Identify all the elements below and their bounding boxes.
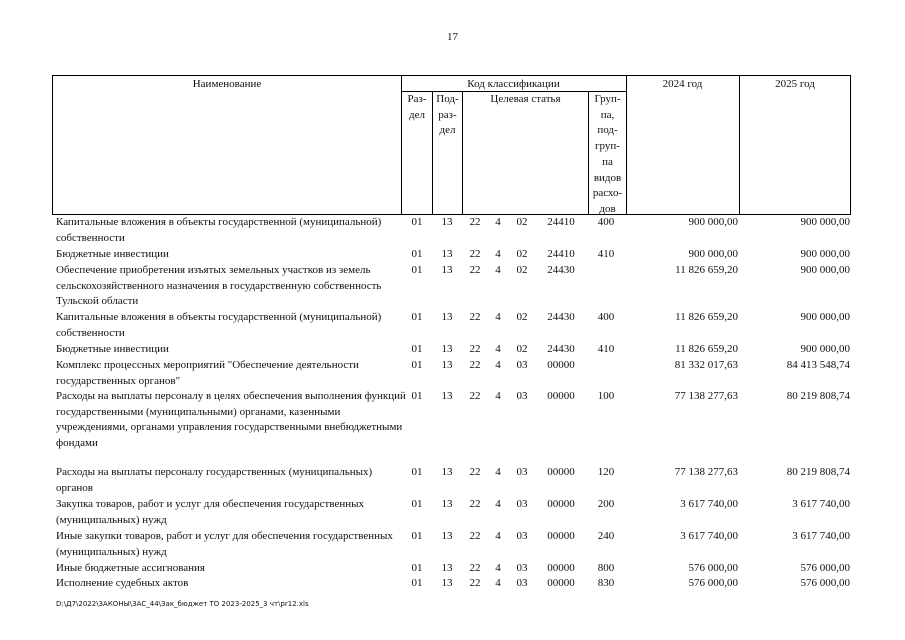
podrazdel-cell: 13 <box>441 498 453 510</box>
target-complex-cell: 03 <box>516 530 528 542</box>
razdel-cell: 01 <box>411 359 423 371</box>
expense-type-cell: 240 <box>597 530 615 542</box>
target-program-cell: 22 <box>469 498 481 510</box>
target-complex-cell: 02 <box>516 343 528 355</box>
expense-type-cell: 410 <box>597 343 615 355</box>
value-2025-cell: 80 219 808,74 <box>786 390 850 402</box>
target-direction-cell: 00000 <box>547 390 575 402</box>
target-direction-cell: 00000 <box>547 530 575 542</box>
row-name-cell: Бюджетные инвестиции <box>56 248 169 260</box>
podrazdel-cell: 13 <box>441 359 453 371</box>
target-complex-cell: 02 <box>516 248 528 260</box>
razdel-cell: 01 <box>411 311 423 323</box>
row-name-cell: Расходы на выплаты персоналу в целях обеспечения выполнения функций государственными (муниципальными) органами, казенными учреждениями, органами управления государственными внебюджетными фондами <box>56 390 406 449</box>
expense-type-cell: 410 <box>597 248 615 260</box>
value-2024-cell: 81 332 017,63 <box>674 359 738 371</box>
header-code: Код классификации <box>467 78 560 90</box>
target-direction-cell: 00000 <box>547 359 575 371</box>
expense-type-cell: 800 <box>597 562 615 574</box>
value-2025-cell: 3 617 740,00 <box>792 498 850 510</box>
value-2024-cell: 11 826 659,20 <box>675 264 738 276</box>
razdel-cell: 01 <box>411 216 423 228</box>
header-podrazdel: Под- раз- дел <box>436 93 459 137</box>
podrazdel-cell: 13 <box>441 216 453 228</box>
target-program-cell: 22 <box>469 343 481 355</box>
target-direction-cell: 00000 <box>547 577 575 589</box>
podrazdel-cell: 13 <box>441 530 453 542</box>
expense-type-cell: 400 <box>597 216 615 228</box>
razdel-cell: 01 <box>411 264 423 276</box>
target-complex-cell: 02 <box>516 311 528 323</box>
value-2025-cell: 900 000,00 <box>800 311 850 323</box>
value-2024-cell: 900 000,00 <box>688 216 738 228</box>
target-complex-cell: 03 <box>516 577 528 589</box>
footer-path: D:\Д7\2022\ЗАКОНЫ\ЗАС_44\Зак_бюджет ТО 2023-2025_3 чт\pr12.xls <box>56 600 309 608</box>
target-direction-cell: 24430 <box>547 343 575 355</box>
target-program-cell: 22 <box>469 530 481 542</box>
target-type-cell: 4 <box>495 530 501 542</box>
row-name-cell: Бюджетные инвестиции <box>56 343 169 355</box>
expense-type-cell: 400 <box>597 311 615 323</box>
target-complex-cell: 02 <box>516 216 528 228</box>
value-2024-cell: 900 000,00 <box>688 248 738 260</box>
header-2025: 2025 год <box>775 78 815 90</box>
target-type-cell: 4 <box>495 216 501 228</box>
target-type-cell: 4 <box>495 577 501 589</box>
value-2024-cell: 11 826 659,20 <box>675 311 738 323</box>
value-2025-cell: 576 000,00 <box>800 562 850 574</box>
table-header <box>52 75 851 215</box>
podrazdel-cell: 13 <box>441 343 453 355</box>
target-direction-cell: 24430 <box>547 311 575 323</box>
value-2024-cell: 3 617 740,00 <box>680 530 738 542</box>
razdel-cell: 01 <box>411 530 423 542</box>
target-type-cell: 4 <box>495 311 501 323</box>
target-program-cell: 22 <box>469 359 481 371</box>
target-complex-cell: 03 <box>516 466 528 478</box>
column-divider <box>462 91 463 215</box>
page-number: 17 <box>447 31 458 43</box>
value-2024-cell: 576 000,00 <box>688 562 738 574</box>
row-name-cell: Капитальные вложения в объекты государственной (муниципальной) собственности <box>56 311 382 339</box>
target-direction-cell: 24430 <box>547 264 575 276</box>
razdel-cell: 01 <box>411 248 423 260</box>
target-complex-cell: 02 <box>516 264 528 276</box>
target-complex-cell: 03 <box>516 498 528 510</box>
target-type-cell: 4 <box>495 466 501 478</box>
target-program-cell: 22 <box>469 216 481 228</box>
value-2024-cell: 576 000,00 <box>688 577 738 589</box>
row-name-cell: Иные бюджетные ассигнования <box>56 562 205 574</box>
target-program-cell: 22 <box>469 466 481 478</box>
target-program-cell: 22 <box>469 577 481 589</box>
header-target: Целевая статья <box>490 93 561 105</box>
value-2024-cell: 77 138 277,63 <box>674 390 738 402</box>
target-type-cell: 4 <box>495 498 501 510</box>
header-name: Наименование <box>192 78 262 90</box>
podrazdel-cell: 13 <box>441 466 453 478</box>
row-name-cell: Обеспечение приобретения изъятых земельных участков из земель сельскохозяйственного назначения в государственную собственность Тульской области <box>56 264 382 308</box>
razdel-cell: 01 <box>411 498 423 510</box>
podrazdel-cell: 13 <box>441 248 453 260</box>
value-2025-cell: 80 219 808,74 <box>786 466 850 478</box>
expense-type-cell: 100 <box>597 390 615 402</box>
podrazdel-cell: 13 <box>441 577 453 589</box>
target-program-cell: 22 <box>469 311 481 323</box>
target-type-cell: 4 <box>495 359 501 371</box>
row-name-cell: Капитальные вложения в объекты государственной (муниципальной) собственности <box>56 216 382 244</box>
target-program-cell: 22 <box>469 264 481 276</box>
row-name-cell: Закупка товаров, работ и услуг для обеспечения государственных (муниципальных) нужд <box>56 498 365 526</box>
target-type-cell: 4 <box>495 343 501 355</box>
header-razdel: Раз- дел <box>407 93 427 121</box>
target-program-cell: 22 <box>469 562 481 574</box>
target-program-cell: 22 <box>469 248 481 260</box>
row-name-cell: Иные закупки товаров, работ и услуг для обеспечения государственных (муниципальных) нужд <box>56 530 393 558</box>
value-2025-cell: 84 413 548,74 <box>786 359 850 371</box>
header-group: Груп- па, под- груп- па видов расхо- дов <box>592 93 623 215</box>
razdel-cell: 01 <box>411 390 423 402</box>
value-2024-cell: 3 617 740,00 <box>680 498 738 510</box>
target-direction-cell: 24410 <box>547 216 575 228</box>
value-2025-cell: 900 000,00 <box>800 264 850 276</box>
row-name-cell: Исполнение судебных актов <box>56 577 189 589</box>
value-2025-cell: 900 000,00 <box>800 216 850 228</box>
target-direction-cell: 00000 <box>547 498 575 510</box>
expense-type-cell: 200 <box>597 498 615 510</box>
podrazdel-cell: 13 <box>441 264 453 276</box>
target-type-cell: 4 <box>495 248 501 260</box>
target-type-cell: 4 <box>495 264 501 276</box>
target-direction-cell: 24410 <box>547 248 575 260</box>
column-divider <box>626 76 627 215</box>
target-direction-cell: 00000 <box>547 562 575 574</box>
value-2024-cell: 77 138 277,63 <box>674 466 738 478</box>
target-complex-cell: 03 <box>516 359 528 371</box>
podrazdel-cell: 13 <box>441 562 453 574</box>
target-complex-cell: 03 <box>516 562 528 574</box>
target-type-cell: 4 <box>495 390 501 402</box>
target-direction-cell: 00000 <box>547 466 575 478</box>
value-2025-cell: 900 000,00 <box>800 248 850 260</box>
expense-type-cell: 830 <box>597 577 615 589</box>
value-2025-cell: 576 000,00 <box>800 577 850 589</box>
value-2024-cell: 11 826 659,20 <box>675 343 738 355</box>
target-type-cell: 4 <box>495 562 501 574</box>
razdel-cell: 01 <box>411 577 423 589</box>
target-program-cell: 22 <box>469 390 481 402</box>
expense-type-cell: 120 <box>597 466 615 478</box>
value-2025-cell: 900 000,00 <box>800 343 850 355</box>
header-2024: 2024 год <box>662 78 703 90</box>
razdel-cell: 01 <box>411 562 423 574</box>
razdel-cell: 01 <box>411 343 423 355</box>
podrazdel-cell: 13 <box>441 390 453 402</box>
value-2025-cell: 3 617 740,00 <box>792 530 850 542</box>
row-name-cell: Комплекс процессных мероприятий "Обеспечение деятельности государственных органов" <box>56 359 359 387</box>
row-name-cell: Расходы на выплаты персоналу государственных (муниципальных) органов <box>56 466 373 494</box>
razdel-cell: 01 <box>411 466 423 478</box>
target-complex-cell: 03 <box>516 390 528 402</box>
podrazdel-cell: 13 <box>441 311 453 323</box>
column-divider <box>739 76 740 215</box>
